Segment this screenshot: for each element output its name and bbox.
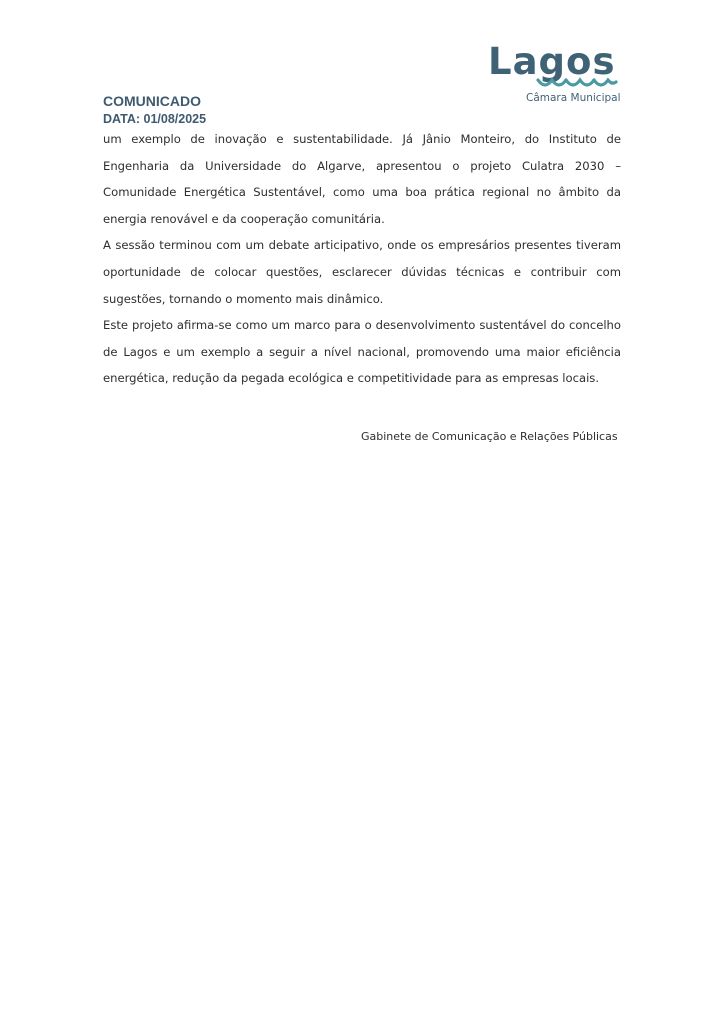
waves-icon: [536, 76, 618, 92]
signature: Gabinete de Comunicação e Relações Públicas: [361, 430, 618, 443]
document-body: [103, 126, 621, 392]
paragraph: Este projeto afirma-se como um marco para o desenvolvimento sustentável do concelho de Lagos e um exemplo a seguir a nível nacional, promovendo uma maior eficiência energética, redução da pegada ecológica e competitividade para as empresas locais.: [103, 318, 621, 386]
lagos-logo: [486, 40, 622, 106]
logo-wordmark: Lagos: [488, 40, 616, 83]
logo-subtitle: Câmara Municipal: [526, 92, 621, 104]
document-title: COMUNICADO: [103, 93, 201, 109]
paragraph: um exemplo de inovação e sustentabilidade. Já Jânio Monteiro, do Instituto de Engenharia da Universidade do Algarve, apresentou o projeto Culatra 2030 – Comunidade Energética Sustentável, como uma boa prática regional no âmbito da energia renovável e da cooperação comunitária.: [103, 132, 621, 226]
document-date: DATA: 01/08/2025: [103, 112, 207, 126]
paragraph: A sessão terminou com um debate articipativo, onde os empresários presentes tiveram oportunidade de colocar questões, esclarecer dúvidas técnicas e contribuir com sugestões, tornando o momento mais dinâmico.: [103, 238, 621, 306]
